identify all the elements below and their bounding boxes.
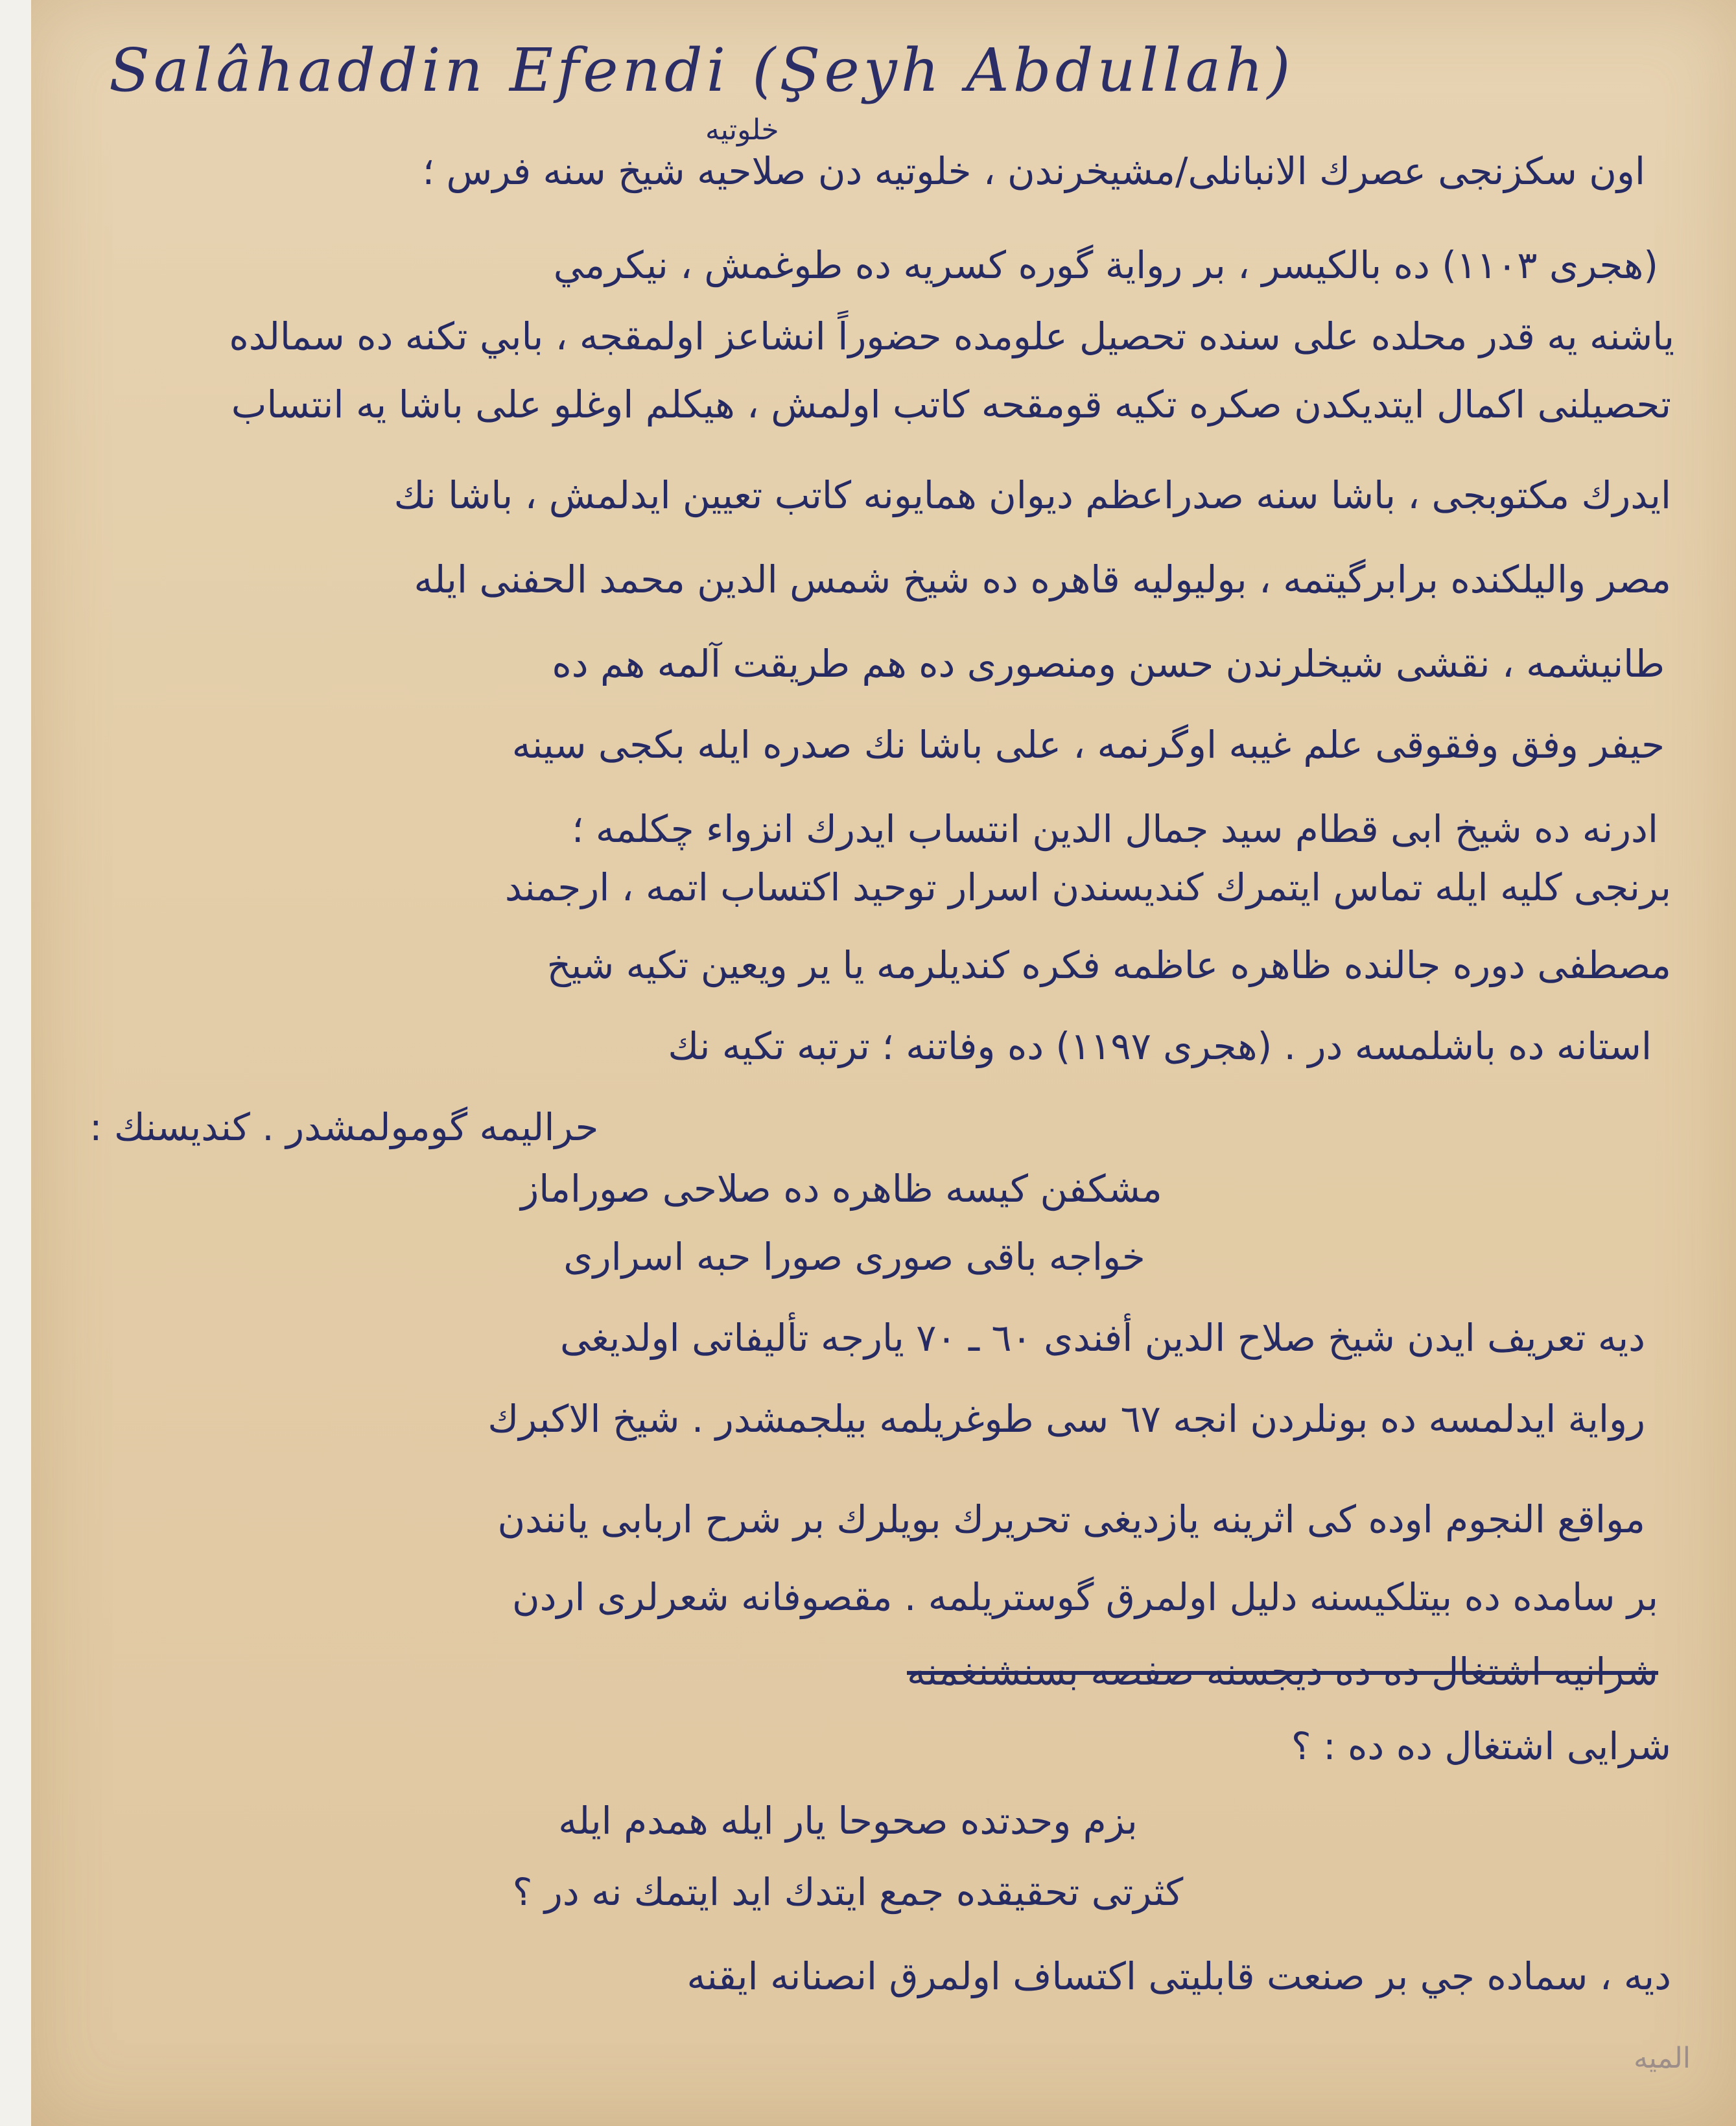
text-line: برنجى كليه ايله تماس ايتمرك كنديسندن اسرار توحيد اكتساب اتمه ، ارجمند: [504, 865, 1671, 909]
text-line: بر سامده ده بيتلكيسنه دليل اولمرق گوستريلمه . مقصوفانه شعرلرى اردن: [512, 1575, 1658, 1619]
text-line: شرايى اشتغال ده ده : ؟: [1291, 1724, 1671, 1768]
text-line: حراليمه گومولمشدر . كنديسنك :: [89, 1105, 599, 1149]
text-line: اون سكزنجى عصرك الانبانلى/مشيخرندن ، خلوتيه دن صلاحيه شيخ سنه فرس ؛: [422, 149, 1645, 193]
text-line: (هجرى ١١٠٣) ده بالكيسر ، بر رواية گوره كسريه ده طوغمش ، نيكرمي: [553, 243, 1658, 287]
verse-line: كثرتى تحقيقده جمع ايتدك ايد ايتمك نه در ؟: [512, 1870, 1184, 1914]
text-line: مصطفى دوره جالنده ظاهره عاظمه فكره كنديلرمه يا ير ويعين تكيه شيخ: [546, 943, 1671, 987]
text-line: ديه تعريف ايدن شيخ صلاح الدين أفندى ٦٠ ـ ٧٠ يارجه تأليفاتى اولديغى: [559, 1316, 1645, 1360]
verse-line: بزم وحدتده صحوحا يار ايله همدم ايله: [558, 1799, 1138, 1843]
text-line: ايدرك مكتوبجى ، باشا سنه صدراعظم ديوان همايونه كاتب تعيين ايدلمش ، باشا نك: [393, 473, 1671, 517]
text-line: ادرنه ده شيخ ابى قطام سيد جمال الدين انتساب ايدرك انزواء چكلمه ؛: [571, 807, 1658, 851]
verse-line: خواجه باقى صورى صورا حبه اسرارى: [563, 1235, 1145, 1279]
text-line: طانيشمه ، نقشى شيخلرندن حسن ومنصورى ده هم طريقت آلمه هم ده: [552, 642, 1665, 686]
text-line: رواية ايدلمسه ده بونلردن انجه ٦٧ سى طوغريلمه بيلجمشدر . شيخ الاكبرك: [487, 1397, 1645, 1441]
text-line: ياشنه يه قدر محلده على سنده تحصيل علومده حضوراً انشاعز اولمقجه ، بابي تكنه ده سمالده: [229, 314, 1674, 358]
text-line: ديه ، سماده جي بر صنعت قابليتى اكتساف اولمرق انصنانه ايقنه: [686, 1954, 1671, 1998]
text-line: مصر واليلكنده برابرگيتمه ، بوليوليه قاهره ده شيخ شمس الدين محمد الحفنى ايله: [414, 557, 1671, 602]
text-line: استانه ده باشلمسه در . (هجرى ١١٩٧) ده وفاتنه ؛ ترتبه تكيه نك: [668, 1024, 1652, 1068]
text-line: حيفر وفق وفقوقى علم غيبه اوگرنمه ، على باشا نك صدره ايله بكجى سينه: [511, 723, 1665, 767]
interlinear-note: خلوتيه: [705, 113, 779, 146]
manuscript-sheet: [31, 0, 1736, 2126]
verse-line: مشكفن كيسه ظاهره ده صلاحى صوراماز: [521, 1167, 1162, 1211]
text-line: مواقع النجوم اوده كى اثرينه يازديغى تحريرك بويلرك بر شرح اربابى يانندن: [497, 1497, 1645, 1541]
heading: Salâhaddin Efendi (Şeyh Abdullah): [109, 36, 1295, 105]
margin-note: الميه: [1634, 2042, 1691, 2075]
text-line: تحصيلنى اكمال ايتديكدن صكره تكيه قومقحه كاتب اولمش ، هيكلم اوغلو على باشا يه انتساب: [231, 382, 1671, 426]
struck-line: شرانيه اشتغال ده ده ديجسنه صفصه بسنشنغمنه: [907, 1650, 1658, 1694]
